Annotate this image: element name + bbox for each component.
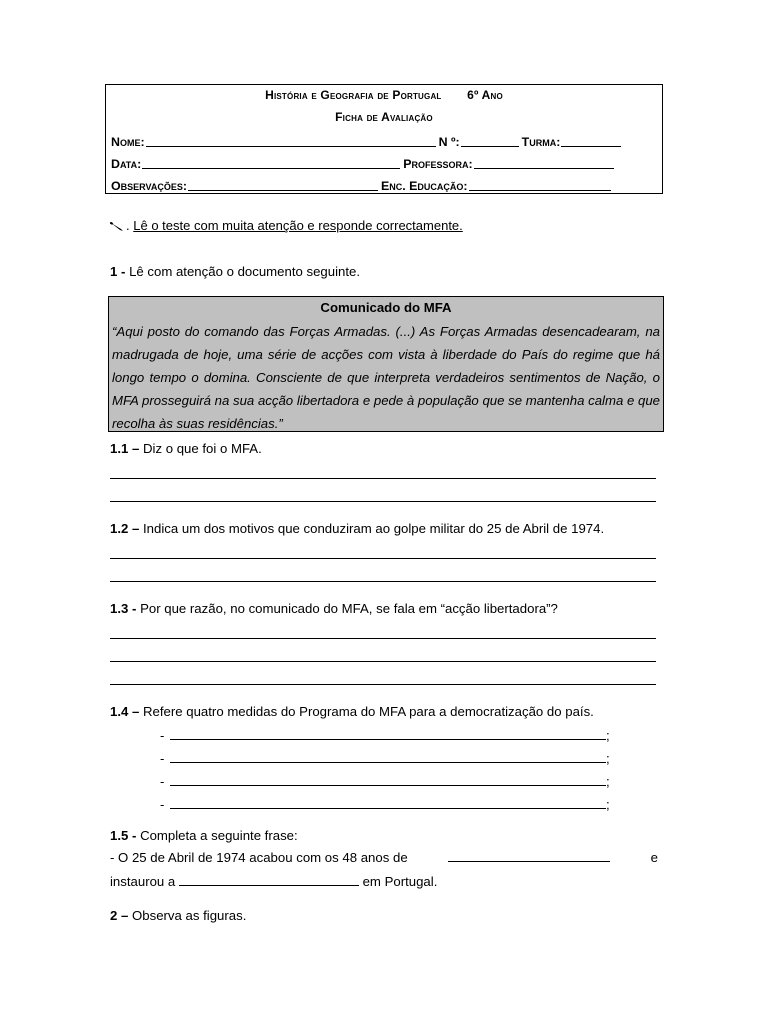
notes-field[interactable]: [188, 177, 378, 191]
question-1-5-text: Completa a seguinte frase:: [140, 828, 298, 843]
measure-item: - ;: [160, 751, 610, 766]
measure-item: - ;: [160, 774, 610, 789]
measure-field[interactable]: [170, 773, 606, 786]
question-1-text: Lê com atenção o documento seguinte.: [129, 264, 360, 279]
answer-line[interactable]: [110, 661, 656, 662]
notes-label: Observações:: [111, 179, 187, 193]
sentence-part-4: em Portugal.: [362, 874, 438, 889]
question-1-2-text: Indica um dos motivos que conduziram ao golpe militar do 25 de Abril de 1974.: [143, 521, 605, 536]
guardian-label: Enc. Educação:: [380, 179, 468, 193]
question-1-4: [110, 704, 594, 719]
answer-line[interactable]: [110, 638, 656, 639]
question-1-1-text: Diz o que foi o MFA.: [143, 441, 262, 456]
question-1-3: [110, 601, 558, 616]
question-1-5-number: 1.5 -: [110, 828, 137, 843]
question-1-3-text: Por que razão, no comunicado do MFA, se fala em “acção libertadora”?: [140, 601, 558, 616]
measure-field[interactable]: [170, 727, 606, 740]
sentence-part-2: e: [650, 850, 658, 865]
question-1-3-number: 1.3 -: [110, 601, 137, 616]
answer-line[interactable]: [110, 478, 656, 479]
question-1-2-number: 1.2 –: [110, 521, 140, 536]
mfa-document-body: “Aqui posto do comando das Forças Armadas. (...) As Forças Armadas desencadearam, na madrugada de hoje, uma série de acções com vista à liberdade do País do regime que há longo tempo o domina. Consciente de que interpreta verdadeiros sentimentos de Nação, o MFA prosseguirá na sua acção libertadora e pede à população que se mantenha calma e que recolha às suas residências.”: [112, 324, 660, 431]
fill-sentence: [110, 846, 658, 894]
grade-label: 6º Ano: [467, 88, 503, 102]
question-1-number: 1 -: [110, 264, 126, 279]
number-label: N º:: [438, 135, 460, 149]
number-field[interactable]: [461, 133, 519, 147]
name-label: Nome:: [111, 135, 145, 149]
class-label: Turma:: [521, 135, 561, 149]
date-label: Data:: [111, 157, 142, 171]
header-box: [105, 84, 663, 194]
question-2-text: Observa as figuras.: [132, 908, 247, 923]
date-field[interactable]: [142, 155, 400, 169]
guardian-field[interactable]: [469, 177, 611, 191]
measure-item: - ;: [160, 797, 610, 812]
notes-row: [111, 175, 658, 193]
class-field[interactable]: [561, 133, 621, 147]
name-field[interactable]: [146, 133, 436, 147]
subject-line: [106, 88, 662, 102]
mfa-document-box: [108, 296, 664, 432]
question-1-1: [110, 441, 262, 456]
sentence-part-3: instaurou a: [110, 874, 176, 889]
teacher-field[interactable]: [474, 155, 614, 169]
instruction-line: . Lê o teste com muita atenção e responde correctamente.: [110, 218, 463, 233]
mfa-document-title: Comunicado do MFA: [320, 300, 452, 315]
sheet-title: Ficha de Avaliação: [335, 110, 433, 124]
question-1-1-number: 1.1 –: [110, 441, 140, 456]
sentence-blank-1[interactable]: [448, 849, 610, 862]
measure-item: - ;: [160, 728, 610, 743]
date-row: [111, 153, 658, 171]
sentence-blank-2[interactable]: [179, 873, 359, 886]
question-1: [110, 264, 360, 279]
answer-line[interactable]: [110, 558, 656, 559]
pencil-icon: [110, 222, 126, 232]
instruction-text: Lê o teste com muita atenção e responde correctamente.: [133, 218, 463, 233]
answer-line[interactable]: [110, 501, 656, 502]
name-row: [111, 131, 658, 149]
measure-field[interactable]: [170, 750, 606, 763]
question-1-4-text: Refere quatro medidas do Programa do MFA para a democratização do país.: [143, 704, 594, 719]
sentence-part-1: - O 25 de Abril de 1974 acabou com os 48 anos de: [110, 850, 408, 865]
answer-line[interactable]: [110, 581, 656, 582]
question-2: [110, 908, 246, 923]
question-1-4-number: 1.4 –: [110, 704, 140, 719]
question-2-number: 2 –: [110, 908, 129, 923]
teacher-label: Professora:: [403, 157, 473, 171]
answer-line[interactable]: [110, 684, 656, 685]
question-1-2: [110, 521, 604, 536]
measure-field[interactable]: [170, 796, 606, 809]
subject-title: História e Geografia de Portugal: [265, 88, 442, 102]
question-1-5: [110, 828, 298, 843]
